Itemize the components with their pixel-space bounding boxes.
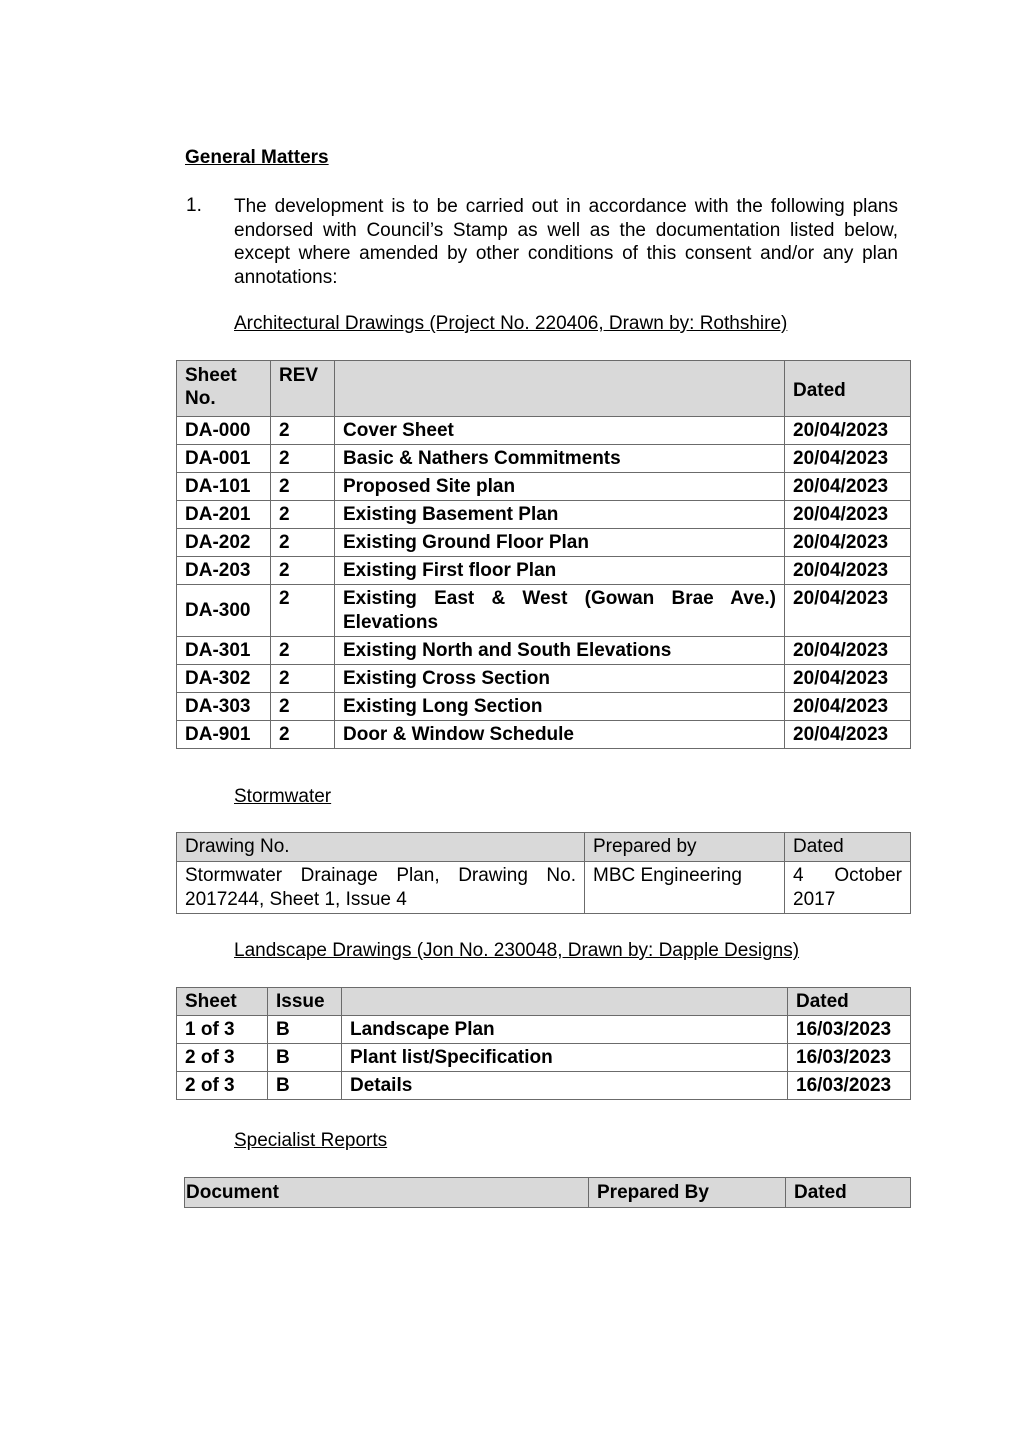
- table-header-row: [177, 988, 911, 1016]
- cell-dated: 16/03/2023: [788, 1044, 911, 1072]
- section-heading: General Matters: [185, 147, 329, 168]
- cell-description: Landscape Plan: [342, 1016, 788, 1044]
- cell-description: Existing First floor Plan: [335, 557, 785, 585]
- cell-sheet: DA-201: [177, 501, 271, 529]
- architectural-drawings-title: Architectural Drawings (Project No. 220406, Drawn by: Rothshire): [234, 313, 788, 334]
- cell-sheet: DA-300: [177, 585, 271, 637]
- cell-rev: 2: [271, 665, 335, 693]
- cell-dated: 20/04/2023: [785, 637, 911, 665]
- cell-issue: B: [268, 1044, 342, 1072]
- cell-dated: 20/04/2023: [785, 585, 911, 637]
- header-dated: Dated: [785, 833, 911, 862]
- cell-dated: 16/03/2023: [788, 1072, 911, 1100]
- cell-rev: 2: [271, 693, 335, 721]
- header-prepared-by: Prepared by: [585, 833, 785, 862]
- cell-sheet: 2 of 3: [177, 1044, 268, 1072]
- cell-sheet: DA-101: [177, 473, 271, 501]
- cell-rev: 2: [271, 637, 335, 665]
- cell-description: Door & Window Schedule: [335, 721, 785, 749]
- cell-description: Existing Ground Floor Plan: [335, 529, 785, 557]
- cell-rev: 2: [271, 557, 335, 585]
- header-dated: Dated: [788, 988, 911, 1016]
- cell-rev: 2: [271, 585, 335, 637]
- cell-dated: 20/04/2023: [785, 721, 911, 749]
- item-paragraph: The development is to be carried out in accordance with the following plans endorsed with Council’s Stamp as well as the documentation listed below, except where amended by other conditions of this consent and/or any plan annotations:: [234, 196, 898, 288]
- table-header-row: [185, 1178, 911, 1208]
- header-description: [335, 361, 785, 417]
- cell-dated: 20/04/2023: [785, 501, 911, 529]
- cell-rev: 2: [271, 473, 335, 501]
- cell-description: Details: [342, 1072, 788, 1100]
- table-row: [177, 721, 911, 749]
- cell-dated: 20/04/2023: [785, 557, 911, 585]
- cell-rev: 2: [271, 529, 335, 557]
- cell-issue: B: [268, 1016, 342, 1044]
- table-row: [177, 1044, 911, 1072]
- cell-description: Existing East & West (Gowan Brae Ave.) Elevations: [335, 585, 785, 637]
- landscape-drawings-title: Landscape Drawings (Jon No. 230048, Drawn by: Dapple Designs): [234, 940, 800, 961]
- cell-sheet: DA-001: [177, 445, 271, 473]
- table-row: [177, 862, 911, 914]
- stormwater-title: Stormwater: [234, 786, 332, 807]
- table-row: [177, 417, 911, 445]
- cell-dated: 20/04/2023: [785, 665, 911, 693]
- table-row: [177, 1072, 911, 1100]
- header-prepared-by: Prepared By: [589, 1178, 786, 1208]
- table-row: [177, 501, 911, 529]
- cell-description: Basic & Nathers Commitments: [335, 445, 785, 473]
- header-issue: Issue: [268, 988, 342, 1016]
- cell-description: Cover Sheet: [335, 417, 785, 445]
- cell-sheet: DA-203: [177, 557, 271, 585]
- table-row: [177, 637, 911, 665]
- cell-sheet: DA-302: [177, 665, 271, 693]
- cell-description: Plant list/Specification: [342, 1044, 788, 1072]
- cell-rev: 2: [271, 721, 335, 749]
- cell-drawing: Stormwater Drainage Plan, Drawing No. 2017244, Sheet 1, Issue 4: [177, 862, 585, 914]
- header-drawing-no: Drawing No.: [177, 833, 585, 862]
- table-row: [177, 693, 911, 721]
- cell-sheet: DA-202: [177, 529, 271, 557]
- header-document: Document: [185, 1178, 589, 1208]
- table-row: [177, 1016, 911, 1044]
- cell-sheet: DA-303: [177, 693, 271, 721]
- cell-dated: 20/04/2023: [785, 417, 911, 445]
- cell-sheet: DA-000: [177, 417, 271, 445]
- cell-dated: 16/03/2023: [788, 1016, 911, 1044]
- cell-description: Proposed Site plan: [335, 473, 785, 501]
- cell-prepared-by: MBC Engineering: [585, 862, 785, 914]
- cell-rev: 2: [271, 501, 335, 529]
- table-row: [177, 665, 911, 693]
- cell-description: Existing Long Section: [335, 693, 785, 721]
- table-row: [177, 473, 911, 501]
- architectural-drawings-table: [176, 360, 911, 749]
- stormwater-table: [176, 832, 911, 914]
- cell-description: Existing North and South Elevations: [335, 637, 785, 665]
- item-number: 1.: [186, 195, 202, 216]
- header-dated: Dated: [786, 1178, 911, 1208]
- specialist-reports-title: Specialist Reports: [234, 1130, 388, 1151]
- cell-sheet: 2 of 3: [177, 1072, 268, 1100]
- cell-sheet: 1 of 3: [177, 1016, 268, 1044]
- header-description: [342, 988, 788, 1016]
- table-row: [177, 529, 911, 557]
- cell-description: Existing Basement Plan: [335, 501, 785, 529]
- cell-dated: 20/04/2023: [785, 693, 911, 721]
- cell-description: Existing Cross Section: [335, 665, 785, 693]
- cell-dated: 20/04/2023: [785, 473, 911, 501]
- header-sheet: Sheet: [177, 988, 268, 1016]
- cell-dated: 20/04/2023: [785, 445, 911, 473]
- specialist-reports-table: [184, 1177, 911, 1208]
- cell-issue: B: [268, 1072, 342, 1100]
- cell-dated: [785, 862, 911, 914]
- dated-day-month: 4 October: [793, 865, 902, 886]
- cell-rev: 2: [271, 417, 335, 445]
- header-dated: Dated: [785, 361, 911, 417]
- landscape-drawings-table: [176, 987, 911, 1100]
- header-sheet-no: Sheet No.: [177, 361, 271, 417]
- header-rev: REV: [271, 361, 335, 417]
- cell-dated: 20/04/2023: [785, 529, 911, 557]
- table-row: [177, 585, 911, 637]
- table-row: [177, 557, 911, 585]
- table-row: [177, 445, 911, 473]
- dated-year: 2017: [793, 888, 836, 910]
- table-header-row: [177, 361, 911, 417]
- cell-sheet: DA-301: [177, 637, 271, 665]
- cell-rev: 2: [271, 445, 335, 473]
- table-header-row: [177, 833, 911, 862]
- cell-sheet: DA-901: [177, 721, 271, 749]
